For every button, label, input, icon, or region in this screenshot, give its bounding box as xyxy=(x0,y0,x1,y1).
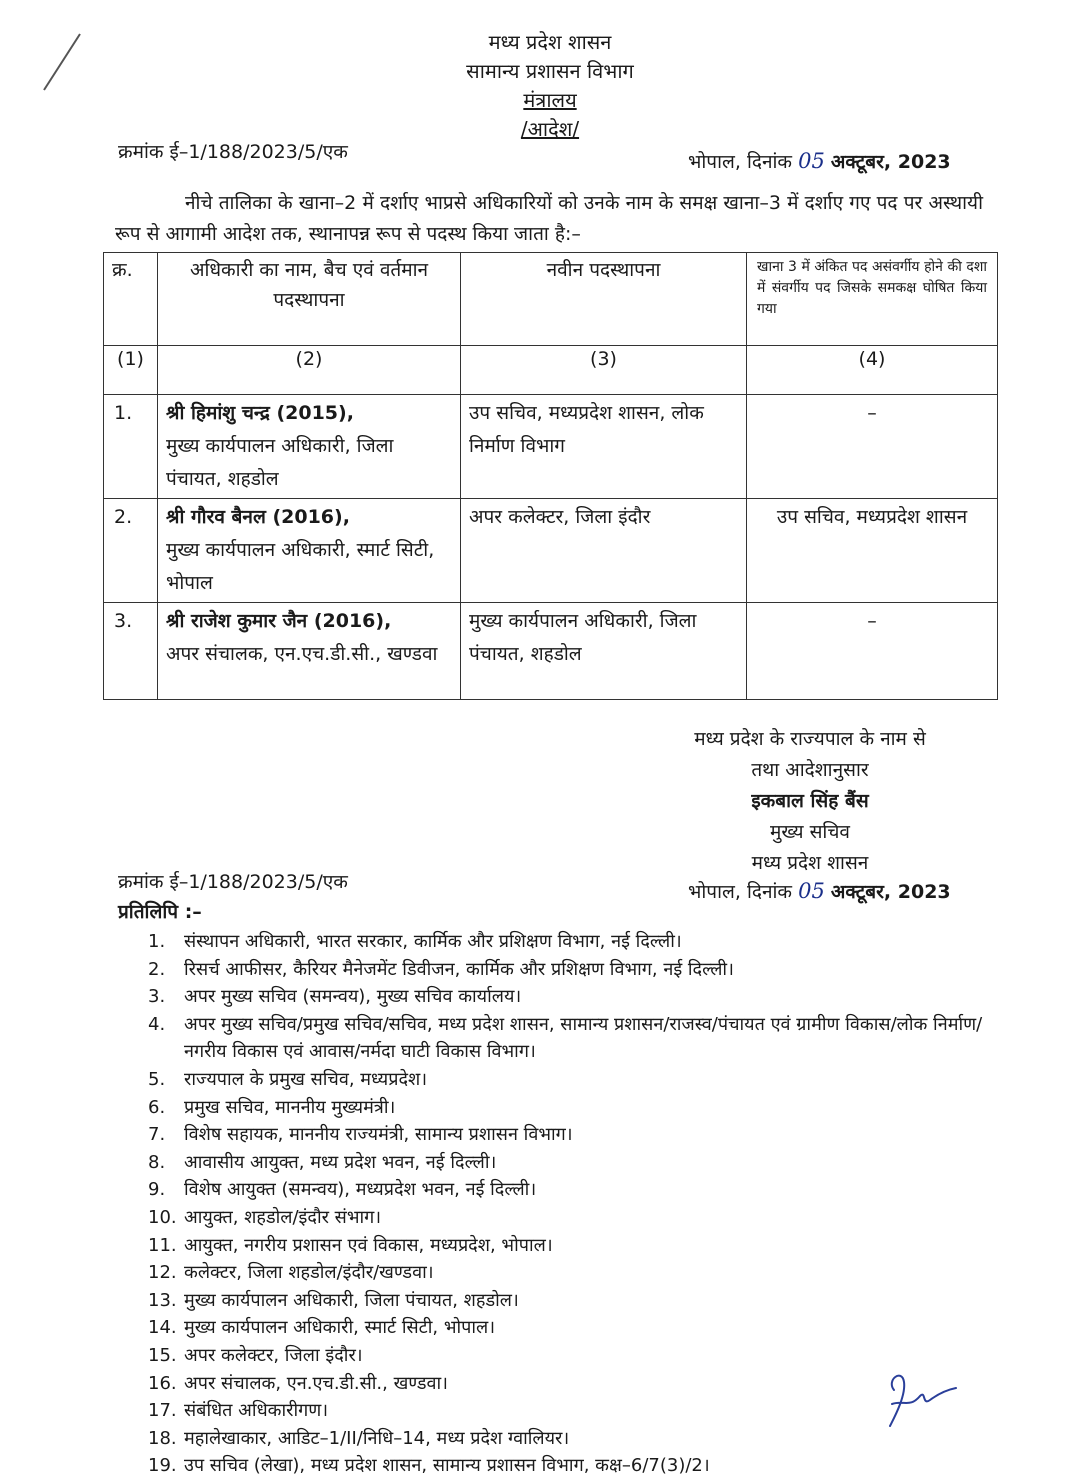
table-row xyxy=(104,499,998,603)
list-item: 13. मुख्य कार्यपालन अधिकारी, जिला पंचायत, शहडोल। xyxy=(148,1289,519,1311)
column-number: (3) xyxy=(461,346,747,395)
list-item: 14. मुख्य कार्यपालन अधिकारी, स्मार्ट सिटी, भोपाल। xyxy=(148,1317,496,1339)
column-number-row xyxy=(104,346,998,395)
serial-cell: 3. xyxy=(104,603,158,700)
letterhead xyxy=(0,28,1080,144)
list-item: 7. विशेष सहायक, माननीय राज्यमंत्री, सामान्य प्रशासन विभाग। xyxy=(148,1124,573,1146)
column-number: (1) xyxy=(104,346,158,395)
officer-cell xyxy=(158,395,461,499)
header-officer: अधिकारी का नाम, बैच एवं वर्तमान पदस्थापना xyxy=(158,253,461,346)
order-number: क्रमांक ई–1/188/2023/5/एक xyxy=(118,141,348,163)
officer-cell xyxy=(158,499,461,603)
signature-line-1: मध्य प्रदेश के राज्यपाल के नाम से xyxy=(694,728,926,750)
list-item: 5. राज्यपाल के प्रमुख सचिव, मध्यप्रदेश। xyxy=(148,1068,428,1090)
signature-line-2: तथा आदेशानुसार xyxy=(751,759,869,781)
list-item: 10. आयुक्त, शहडोल/इंदौर संभाग। xyxy=(148,1206,382,1228)
intro-paragraph: नीचे तालिका के खाना–2 में दर्शाए भाप्रसे अधिकारियों को उनके नाम के समक्ष खाना–3 में दर्शाए गए पद पर अस्थायी रूप से आगामी आदेश तक, स्थानापन्न रूप से पदस्थ किया जाता है:– xyxy=(115,192,983,245)
serial-cell: 2. xyxy=(104,499,158,603)
equivalent-cell: – xyxy=(747,603,998,700)
posting-table xyxy=(103,252,998,700)
new-posting-cell: अपर कलेक्टर, जिला इंदौर xyxy=(461,499,747,603)
handwritten-day: 05 xyxy=(798,879,825,903)
officer-name: श्री गौरव बैनल (2016), xyxy=(166,506,350,528)
date-month-year: अक्टूबर, 2023 xyxy=(830,151,951,173)
date-month-year: अक्टूबर, 2023 xyxy=(830,881,951,903)
list-item: 15. अपर कलेक्टर, जिला इंदौर। xyxy=(148,1344,363,1366)
ministry-name: मंत्रालय xyxy=(523,88,577,112)
signatory-name: इकबाल सिंह बैंस xyxy=(751,790,869,812)
list-item: 6. प्रमुख सचिव, माननीय मुख्यमंत्री। xyxy=(148,1096,396,1118)
order-title: /आदेश/ xyxy=(520,117,580,141)
serial-cell: 1. xyxy=(104,395,158,499)
list-item: 19. उप सचिव (लेखा), मध्य प्रदेश शासन, सामान्य प्रशासन विभाग, कक्ष–6/7(3)/2। xyxy=(148,1455,710,1477)
list-item: 16. अपर संचालक, एन.एच.डी.सी., खण्डवा। xyxy=(148,1372,448,1394)
list-item: 12. कलेक्टर, जिला शहडोल/इंदौर/खण्डवा। xyxy=(148,1262,434,1284)
government-name: मध्य प्रदेश शासन xyxy=(488,30,612,54)
signature-block xyxy=(600,724,1020,879)
list-item: 4. अपर मुख्य सचिव/प्रमुख सचिव/सचिव, मध्य प्रदेश शासन, सामान्य प्रशासन/राजस्व/पंचायत एवं ग्रामीण विकास/लोक निर्माण/नगरीय विकास एवं आवास/नर्मदा घाटी विकास विभाग। xyxy=(148,1013,983,1063)
officer-name: श्री हिमांशु चन्द्र (2015), xyxy=(166,402,354,424)
officer-name: श्री राजेश कुमार जैन (2016), xyxy=(166,610,392,632)
list-item: 18. महालेखाकार, आडिट–1/II/निधि–14, मध्य प्रदेश ग्वालियर। xyxy=(148,1427,570,1449)
list-item: 8. आवासीय आयुक्त, मध्य प्रदेश भवन, नई दिल्ली। xyxy=(148,1151,497,1173)
table-row xyxy=(104,395,998,499)
officer-current-posting: मुख्य कार्यपालन अधिकारी, स्मार्ट सिटी, भोपाल xyxy=(166,539,435,594)
new-posting-cell: मुख्य कार्यपालन अधिकारी, जिला पंचायत, शहडोल xyxy=(461,603,747,700)
copy-to-list xyxy=(148,928,993,1480)
date-prefix: भोपाल, दिनांक xyxy=(688,151,793,173)
new-posting-cell: उप सचिव, मध्यप्रदेश शासन, लोक निर्माण विभाग xyxy=(461,395,747,499)
list-item: 11. आयुक्त, नगरीय प्रशासन एवं विकास, मध्यप्रदेश, भोपाल। xyxy=(148,1234,553,1256)
equivalent-cell: उप सचिव, मध्यप्रदेश शासन xyxy=(747,499,998,603)
header-new-posting: नवीन पदस्थापना xyxy=(461,253,747,346)
copy-order-date xyxy=(688,878,951,904)
table-header-row xyxy=(104,253,998,346)
table-row xyxy=(104,603,998,700)
signatory-designation: मुख्य सचिव xyxy=(770,821,850,843)
copy-order-number: क्रमांक ई–1/188/2023/5/एक xyxy=(118,871,348,893)
list-item: 3. अपर मुख्य सचिव (समन्वय), मुख्य सचिव कार्यालय। xyxy=(148,986,522,1008)
equivalent-cell: – xyxy=(747,395,998,499)
officer-cell xyxy=(158,603,461,700)
list-item: 1. संस्थापन अधिकारी, भारत सरकार, कार्मिक और प्रशिक्षण विभाग, नई दिल्ली। xyxy=(148,931,682,952)
officer-current-posting: अपर संचालक, एन.एच.डी.सी., खण्डवा xyxy=(166,643,438,665)
signatory-office: मध्य प्रदेश शासन xyxy=(751,852,869,874)
column-number: (4) xyxy=(747,346,998,395)
list-item: 9. विशेष आयुक्त (समन्वय), मध्यप्रदेश भवन, नई दिल्ली। xyxy=(148,1179,537,1201)
copy-to-label: प्रतिलिपि :– xyxy=(118,901,202,923)
handwritten-day: 05 xyxy=(798,149,825,173)
date-prefix: भोपाल, दिनांक xyxy=(688,881,793,903)
header-equivalent: खाना 3 में अंकित पद असंवर्गीय होने की दशा में संवर्गीय पद जिसके समकक्ष घोषित किया गया xyxy=(747,253,998,346)
order-date xyxy=(688,148,951,174)
list-item: 17. संबंधित अधिकारीगण। xyxy=(148,1400,329,1422)
column-number: (2) xyxy=(158,346,461,395)
officer-current-posting: मुख्य कार्यपालन अधिकारी, जिला पंचायत, शहडोल xyxy=(166,435,394,490)
handwritten-initials-icon xyxy=(880,1360,960,1440)
list-item: 2. रिसर्च आफीसर, कैरियर मैनेजमेंट डिवीजन, कार्मिक और प्रशिक्षण विभाग, नई दिल्ली। xyxy=(148,958,734,980)
header-serial: क्र. xyxy=(104,253,158,346)
department-name: सामान्य प्रशासन विभाग xyxy=(466,59,634,83)
